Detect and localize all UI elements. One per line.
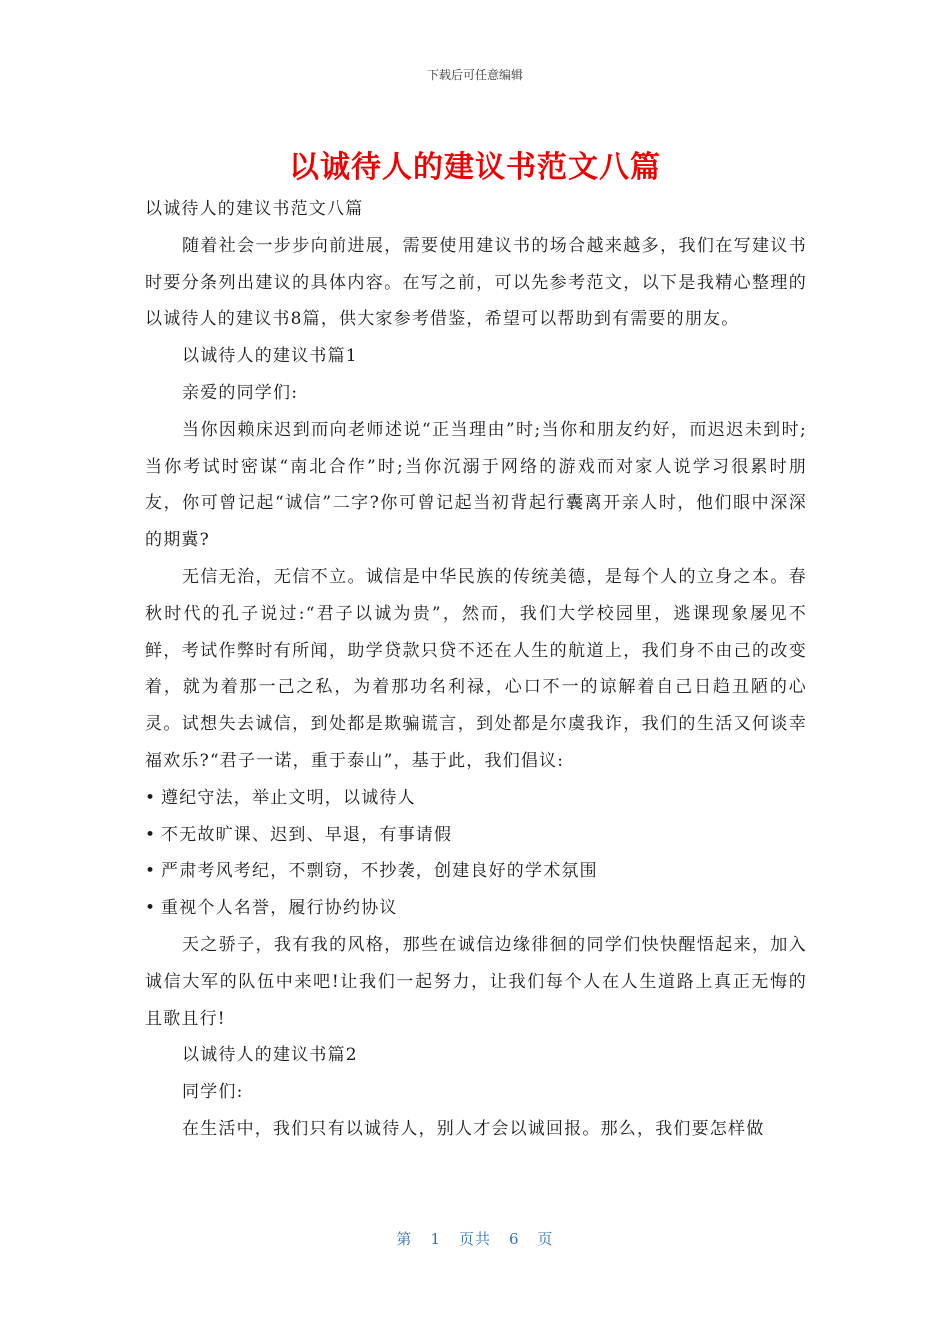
body-paragraph: 无信无治，无信不立。诚信是中华民族的传统美德，是每个人的立身之本。春秋时代的孔子说过:“君子以诚为贵”，然而，我们大学校园里，逃课现象屡见不鲜，考试作弊时有所闻，助学贷款只贷不还在人生的航道上，我们身不由己的改变着，就为着那一己之私，为着那功名利禄，心口不一的谅解着自己日趋丑陋的心灵。试想失去诚信，到处都是欺骗谎言，到处都是尔虞我诈，我们的生活又何谈幸福欢乐?“君子一诺，重于泰山”，基于此，我们倡议: xyxy=(145,566,807,771)
document-title: 以诚待人的建议书范文八篇 xyxy=(289,150,661,185)
bullet-item xyxy=(145,890,807,927)
section-heading-2: 以诚待人的建议书篇2 xyxy=(182,1045,358,1066)
doc-subtitle-paragraph: 以诚待人的建议书范文八篇 xyxy=(145,199,364,219)
bullet-item xyxy=(145,780,807,817)
bullet-dot: • xyxy=(145,787,157,808)
footer-total-pages: 6 xyxy=(509,1230,520,1248)
body-paragraph: 天之骄子，我有我的风格，那些在诚信边缘徘徊的同学们快快醒悟起来，加入诚信大军的队伍中来吧!让我们一起努力，让我们每个人在人生道路上真正无悔的且歌且行! xyxy=(145,934,807,1029)
bullet-item xyxy=(145,817,807,854)
page-footer xyxy=(0,1228,950,1249)
bullet-text: 严肃考风考纪，不剽窃，不抄袭，创建良好的学术氛围 xyxy=(161,861,598,882)
footer-middle: 页共 xyxy=(458,1230,491,1248)
footer-suffix: 页 xyxy=(537,1230,554,1248)
bullet-text: 重视个人名誉，履行协约协议 xyxy=(161,898,398,919)
body-paragraph: 在生活中，我们只有以诚待人，别人才会以诚回报。那么，我们要怎样做 xyxy=(182,1118,765,1139)
header-note: 下载后可任意编辑 xyxy=(426,68,523,82)
salutation-2: 同学们: xyxy=(182,1082,244,1103)
bullet-dot: • xyxy=(145,898,157,919)
footer-page-number: 1 xyxy=(430,1230,441,1248)
document-body xyxy=(145,191,807,1148)
bullet-dot: • xyxy=(145,824,157,845)
bullet-text: 遵纪守法，举止文明，以诚待人 xyxy=(161,787,416,808)
bullet-text: 不无故旷课、迟到、早退，有事请假 xyxy=(161,824,453,845)
salutation-1: 亲爱的同学们: xyxy=(182,382,299,403)
section-heading-1: 以诚待人的建议书篇1 xyxy=(182,346,358,367)
bullet-item xyxy=(145,853,807,890)
intro-paragraph: 随着社会一步步向前进展，需要使用建议书的场合越来越多，我们在写建议书时要分条列出建议的具体内容。在写之前，可以先参考范文，以下是我精心整理的以诚待人的建议书8篇，供大家参考借鉴，希望可以帮助到有需要的朋友。 xyxy=(145,235,807,330)
bullet-dot: • xyxy=(145,861,157,882)
footer-prefix: 第 xyxy=(396,1230,413,1248)
body-paragraph: 当你因赖床迟到而向老师述说“正当理由”时;当你和朋友约好，而迟迟未到时;当你考试时密谋“南北合作”时;当你沉溺于网络的游戏而对家人说学习很累时朋友，你可曾记起“诚信”二字?你可曾记起当初背起行囊离开亲人时，他们眼中深深的期冀? xyxy=(145,419,807,551)
